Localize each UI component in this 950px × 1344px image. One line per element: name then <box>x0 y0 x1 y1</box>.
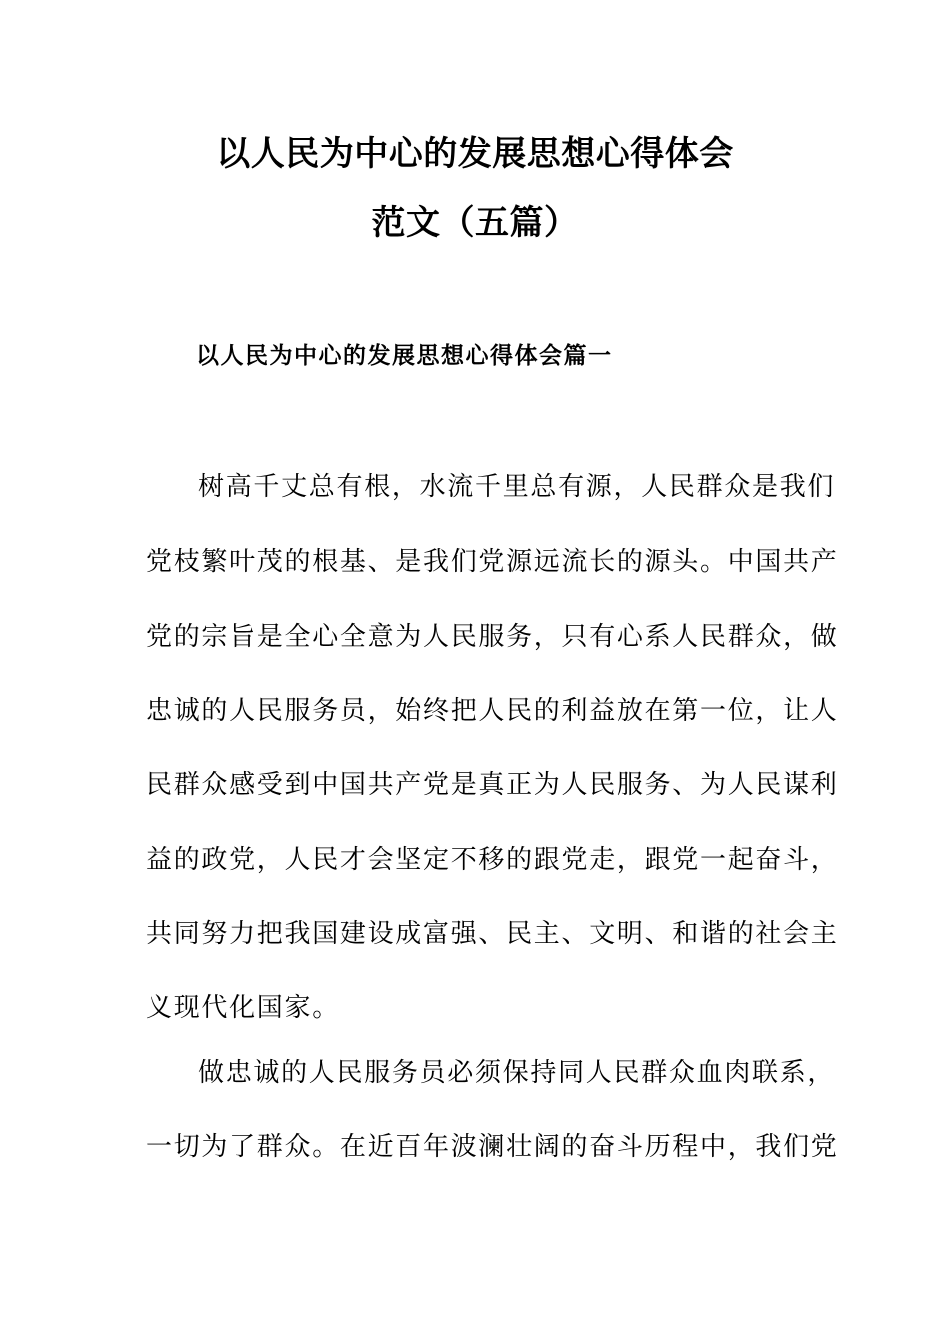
document-title-line-1: 以人民为中心的发展思想心得体会 <box>216 134 734 174</box>
paragraph-1-line: 民群众感受到中国共产党是真正为人民服务、为人民谋利 <box>146 770 839 800</box>
document-title-line-2: 范文（五篇） <box>371 203 579 243</box>
paragraph-1-line: 益的政党，人民才会坚定不移的跟党走，跟党一起奋斗， <box>146 845 839 875</box>
paragraph-2-line: 一切为了群众。在近百年波澜壮阔的奋斗历程中，我们党 <box>146 1132 839 1162</box>
paragraph-1-line: 党枝繁叶茂的根基、是我们党源远流长的源头。中国共产 <box>146 547 839 577</box>
paragraph-2-line: 做忠诚的人民服务员必须保持同人民群众血肉联系， <box>198 1058 836 1088</box>
paragraph-1-line: 党的宗旨是全心全意为人民服务，只有心系人民群众，做 <box>146 622 839 652</box>
paragraph-1-line: 共同努力把我国建设成富强、民主、文明、和谐的社会主 <box>146 919 839 949</box>
paragraph-1-line: 义现代化国家。 <box>146 993 340 1023</box>
section-heading: 以人民为中心的发展思想心得体会篇一 <box>196 343 613 369</box>
paragraph-1-line: 忠诚的人民服务员，始终把人民的利益放在第一位，让人 <box>146 696 839 726</box>
paragraph-1-line: 树高千丈总有根，水流千里总有源，人民群众是我们 <box>198 472 836 502</box>
